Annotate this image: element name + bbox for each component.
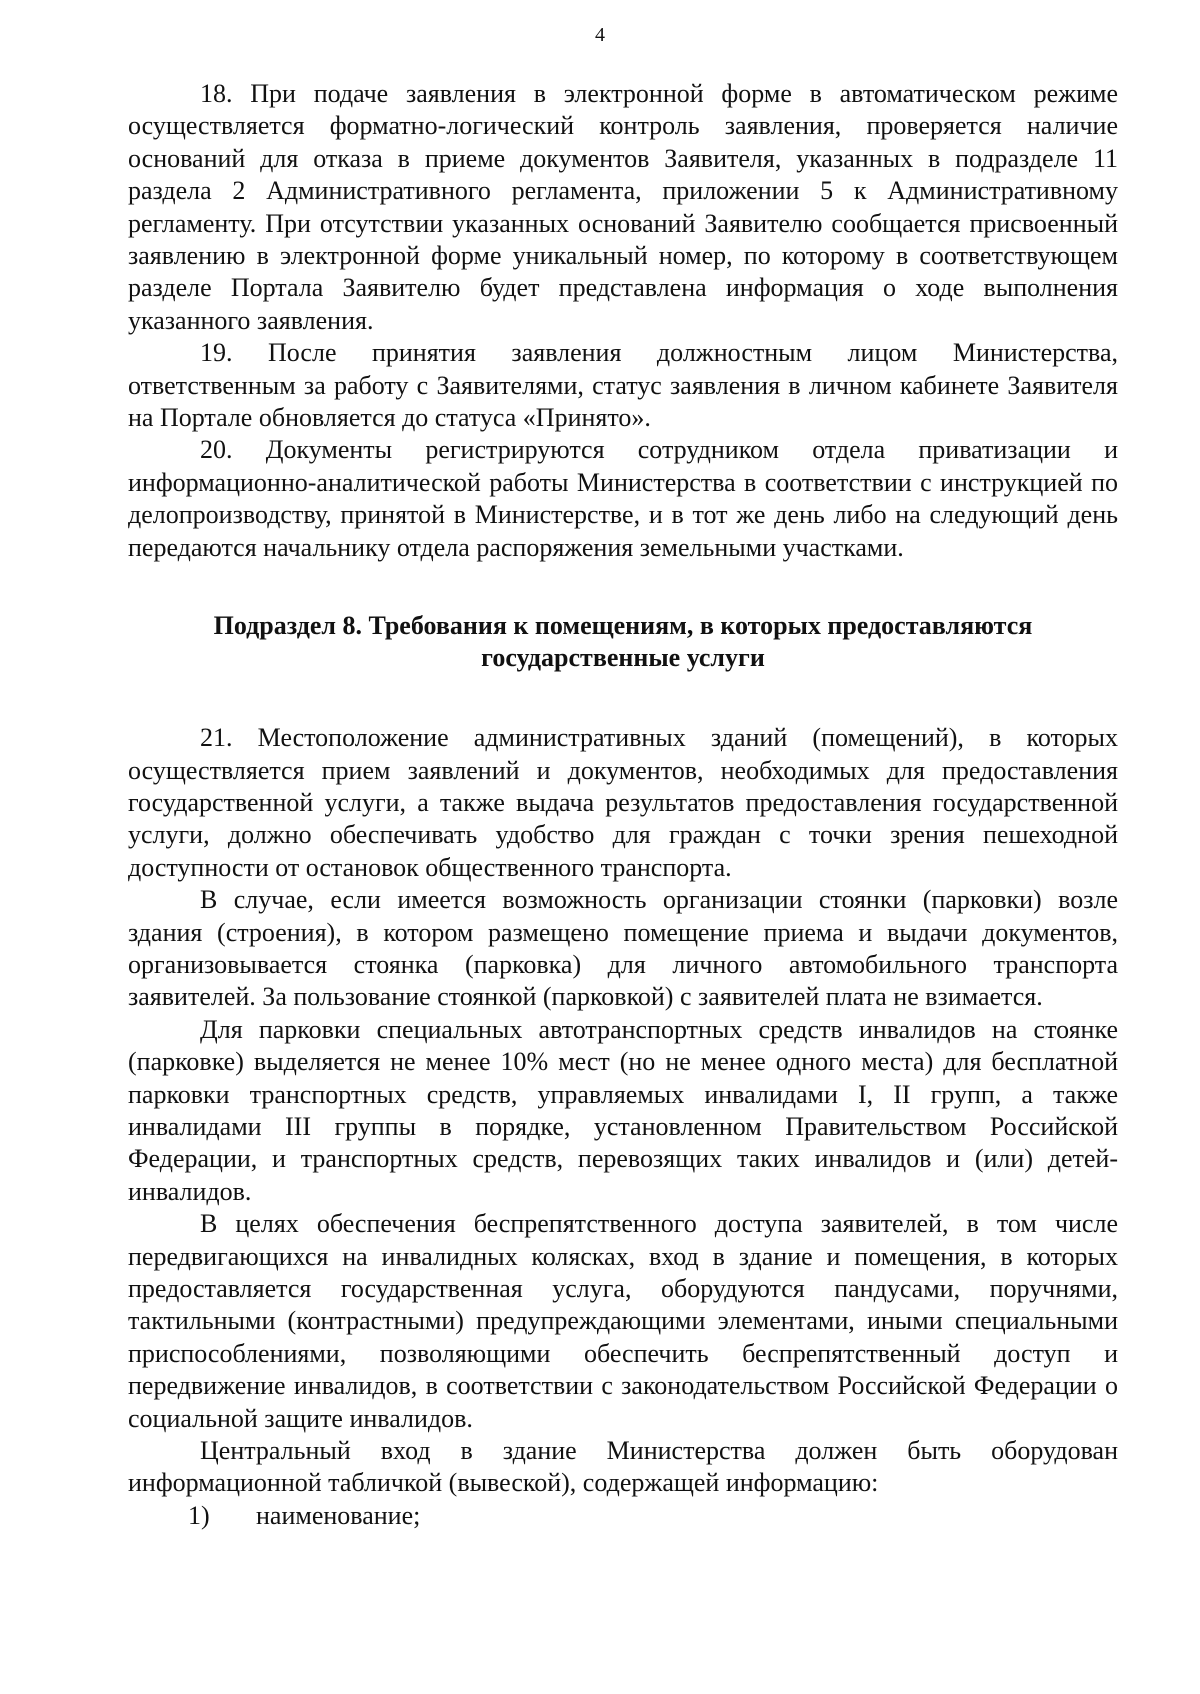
paragraph-accessibility: В целях обеспечения беспрепятственного доступа заявителей, в том числе передвигающихся на инвалидных колясках, вход в здание и помещения, в которых предоставляется государственная услуга, оборудуются пандусами, поручнями, тактильными (контрастными) предупреждающими элементами, иными специальными приспособлениями, позволяющими обеспечить беспрепятственный доступ и передвижение инвалидов, в соответствии с законодательством Российской Федерации о социальной защите инвалидов. [128,1209,1118,1433]
page-number: 4 [595,24,605,46]
paragraph-parking: В случае, если имеется возможность организации стоянки (парковки) возле здания (строения), в котором размещено помещение приема и выдачи документов, организовывается стоянка (парковка) для личного автомобильного транспорта заявителей. За пользование стоянкой (парковкой) с заявителей плата не взимается. [128,885,1118,1012]
list-item-text: наименование; [256,1500,421,1530]
subsection-heading [128,610,1118,674]
list-item-number: 1) [188,1500,210,1530]
subsection-heading-line-1: Подраздел 8. Требования к помещениям, в которых предоставляются [213,611,1033,641]
paragraph-entrance-sign: Центральный вход в здание Министерства должен быть оборудован информационной табличкой (вывеской), содержащей информацию: [128,1436,1118,1498]
list-item [128,1500,1118,1532]
document-body [128,78,1118,1532]
paragraph-21: 21. Местоположение административных зданий (помещений), в которых осуществляется прием заявлений и документов, необходимых для предоставления государственной услуги, а также выдача результатов предоставления государственной услуги, должно обеспечивать удобство для граждан с точки зрения пешеходной доступности от остановок общественного транспорта. [128,723,1118,882]
paragraph-20: 20. Документы регистрируются сотрудником отдела приватизации и информационно-аналитической работы Министерства в соответствии с инструкцией по делопроизводству, принятой в Министерстве, и в тот же день либо на следующий день передаются начальнику отдела распоряжения земельными участками. [128,435,1118,562]
subsection-heading-line-2: государственные услуги [481,643,765,673]
paragraph-disabled-parking: Для парковки специальных автотранспортных средств инвалидов на стоянке (парковке) выделяется не менее 10% мест (но не менее одного места) для бесплатной парковки транспортных средств, управляемых инвалидами I, II групп, а также инвалидами III группы в порядке, установленном Правительством Российской Федерации, и транспортных средств, перевозящих таких инвалидов и (или) детей-инвалидов. [128,1014,1118,1206]
paragraph-18: 18. При подаче заявления в электронной форме в автоматическом режиме осуществляется форматно-логический контроль заявления, проверяется наличие оснований для отказа в приеме документов Заявителя, указанных в подразделе 11 раздела 2 Административного регламента, приложении 5 к Административному регламенту. При отсутствии указанных оснований Заявителю сообщается присвоенный заявлению в электронной форме уникальный номер, по которому в соответствующем разделе Портала Заявителю будет представлена информация о ходе выполнения указанного заявления. [128,79,1118,335]
paragraph-19: 19. После принятия заявления должностным лицом Министерства, ответственным за работу с Заявителями, статус заявления в личном кабинете Заявителя на Портале обновляется до статуса «Принято». [128,338,1118,433]
